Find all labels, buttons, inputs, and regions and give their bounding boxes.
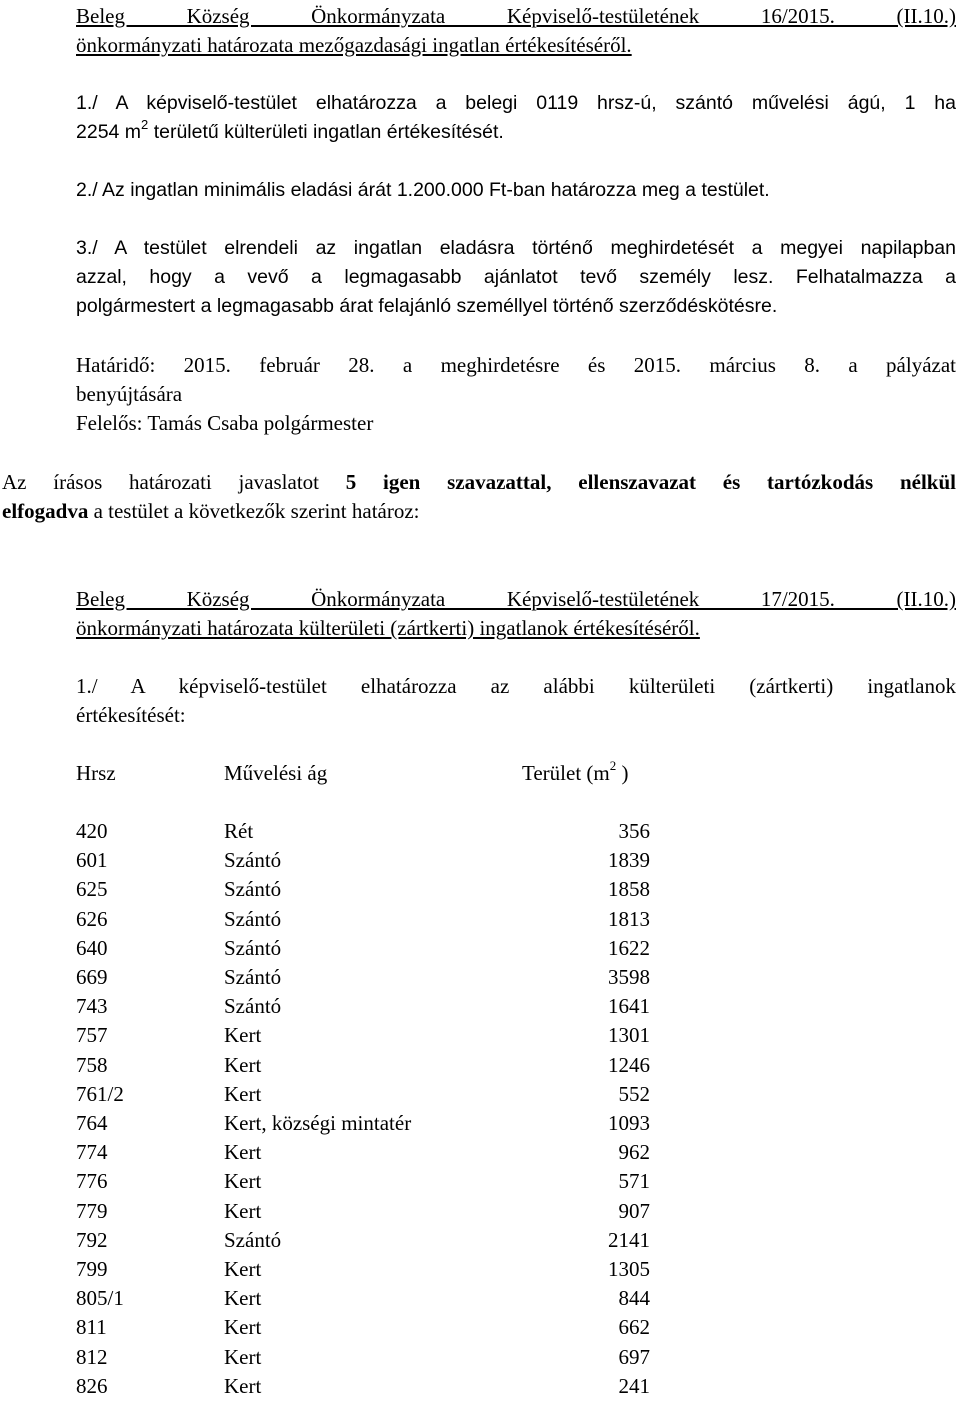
table-row (76, 1284, 676, 1313)
cell-branch: Kert (224, 1257, 262, 1281)
resolution-17-title (76, 585, 956, 643)
table-row (76, 934, 676, 963)
cell-area: 697 (618, 1344, 650, 1369)
header-area (522, 759, 722, 788)
cell-branch: Kert (224, 1373, 262, 1398)
point-1-line1: 1./ A képviselő-testület elhatározza a belegi 0119 hrsz-ú, szántó művelési ágú, 1 ha (76, 92, 956, 114)
table-row (76, 963, 676, 992)
cell-branch: Rét (224, 819, 254, 843)
resolution-16-point-2 (76, 176, 956, 205)
cell-hrsz: 420 (76, 819, 108, 843)
resolution-17-point-1 (76, 672, 956, 730)
header-area-superscript: 2 (609, 758, 617, 773)
vote-outro: a testület a következők szerint határoz: (88, 499, 420, 523)
cell-hrsz: 669 (76, 965, 108, 989)
cell-hrsz: 776 (76, 1169, 108, 1194)
cell-hrsz: 774 (76, 1140, 108, 1165)
cell-branch: Szántó (224, 965, 282, 989)
table-row (76, 817, 676, 846)
cell-area: 1622 (608, 935, 650, 960)
table-row (76, 1138, 676, 1167)
point-3-line3: polgármestert a legmagasabb árat felajánló személlyel történő szerződéskötésre. (76, 295, 778, 317)
cell-area: 1246 (608, 1052, 650, 1077)
cell-hrsz: 626 (76, 906, 108, 931)
cell-area: 1839 (608, 848, 650, 873)
area-unit-superscript: 2 (141, 116, 149, 132)
area-value: 2254 m (76, 121, 142, 143)
table-row (76, 1372, 676, 1401)
table-row (76, 1051, 676, 1080)
resolution-16-title (76, 2, 956, 60)
table-row (76, 1167, 676, 1196)
cell-area: 356 (618, 819, 650, 843)
header-area-text: Terület (m (522, 761, 610, 785)
table-row (76, 905, 676, 934)
table-row (76, 1021, 676, 1050)
vote-intro: Az írásos határozati javaslatot (2, 470, 346, 494)
cell-hrsz: 758 (76, 1052, 108, 1077)
cell-hrsz: 799 (76, 1257, 108, 1281)
vote-count: 5 igen szavazattal, ellenszavazat és tartózkodás nélkül (345, 470, 956, 494)
cell-area: 552 (618, 1081, 650, 1106)
area-description: területű külterületi ingatlan értékesítését. (148, 121, 504, 143)
cell-branch: Szántó (224, 994, 282, 1019)
cell-hrsz: 625 (76, 877, 108, 902)
table-row (76, 992, 676, 1021)
resolution-16-title-line2: önkormányzati határozata mezőgazdasági ingatlan értékesítéséről. (76, 33, 632, 57)
table-row (76, 1255, 676, 1284)
cell-area: 844 (618, 1286, 650, 1311)
cell-branch: Kert (224, 1052, 262, 1077)
table-header (76, 759, 676, 788)
deadline-line2: benyújtására (76, 382, 183, 406)
property-table (76, 759, 676, 1399)
responsible-person: Felelős: Tamás Csaba polgármester (76, 411, 374, 435)
cell-hrsz: 640 (76, 935, 108, 960)
r17-point-1-line2: értékesítését: (76, 703, 186, 727)
vote-accepted: elfogadva (2, 499, 89, 523)
cell-branch: Szántó (224, 906, 282, 931)
resolution-17-title-line2: önkormányzati határozata külterületi (zártkerti) ingatlanok értékesítéséről. (76, 616, 700, 640)
cell-area: 3598 (608, 965, 650, 989)
r17-point-1-line1: 1./ A képviselő-testület elhatározza az alábbi külterületi (zártkerti) ingatlanok (76, 674, 956, 698)
cell-area: 662 (618, 1315, 650, 1340)
header-branch: Művelési ág (224, 761, 328, 785)
table-row (76, 1343, 676, 1372)
table-row (76, 846, 676, 875)
point-3-line1: 3./ A testület elrendeli az ingatlan eladásra történő meghirdetését a megyei napilapban (76, 237, 956, 259)
cell-hrsz: 805/1 (76, 1286, 124, 1311)
cell-area: 1093 (608, 1111, 650, 1135)
cell-branch: Szántó (224, 1227, 282, 1252)
cell-branch: Kert (224, 1081, 262, 1106)
cell-hrsz: 757 (76, 1023, 108, 1048)
cell-branch: Kert (224, 1140, 262, 1165)
deadline-block (76, 351, 956, 438)
point-3-line2: azzal, hogy a vevő a legmagasabb ajánlatot tevő személy lesz. Felhatalmazza a (76, 266, 956, 288)
table-row (76, 1197, 676, 1226)
cell-branch: Kert (224, 1169, 262, 1194)
cell-branch: Kert (224, 1315, 262, 1340)
resolution-16-point-1 (76, 89, 956, 147)
vote-result (2, 468, 956, 526)
resolution-16-title-line1: Beleg Község Önkormányzata Képviselő-testületének 16/2015. (II.10.) (76, 4, 956, 28)
cell-branch: Kert (224, 1198, 262, 1223)
header-area-close: ) (616, 761, 629, 785)
resolution-17-title-line1: Beleg Község Önkormányzata Képviselő-testületének 17/2015. (II.10.) (76, 587, 956, 611)
cell-branch: Kert (224, 1023, 262, 1048)
cell-branch: Kert (224, 1344, 262, 1369)
cell-area: 1301 (608, 1023, 650, 1048)
resolution-16-point-3 (76, 234, 956, 321)
cell-hrsz: 811 (76, 1315, 107, 1340)
cell-hrsz: 743 (76, 994, 108, 1019)
cell-branch: Szántó (224, 848, 282, 873)
cell-hrsz: 812 (76, 1344, 108, 1369)
cell-area: 1305 (608, 1257, 650, 1281)
cell-branch: Szántó (224, 877, 282, 902)
table-row (76, 1313, 676, 1342)
cell-area: 1813 (608, 906, 650, 931)
cell-hrsz: 826 (76, 1373, 108, 1398)
cell-branch: Kert (224, 1286, 262, 1311)
deadline-line1: Határidő: 2015. február 28. a meghirdetésre és 2015. március 8. a pályázat (76, 353, 956, 377)
cell-branch: Kert, községi mintatér (224, 1111, 412, 1135)
cell-area: 962 (618, 1140, 650, 1165)
table-row (76, 1226, 676, 1255)
cell-area: 241 (618, 1373, 650, 1398)
table-row (76, 1109, 676, 1138)
table-row (76, 1080, 676, 1109)
vote-line1 (2, 468, 956, 497)
cell-hrsz: 764 (76, 1111, 108, 1135)
point-2-text: 2./ Az ingatlan minimális eladási árát 1.200.000 Ft-ban határozza meg a testület. (76, 179, 770, 201)
table-row (76, 875, 676, 904)
cell-hrsz: 779 (76, 1198, 108, 1223)
header-hrsz: Hrsz (76, 761, 116, 785)
cell-area: 2141 (608, 1227, 650, 1252)
cell-hrsz: 601 (76, 848, 108, 873)
cell-hrsz: 761/2 (76, 1081, 124, 1106)
cell-area: 1641 (608, 994, 650, 1019)
point-1-line2 (76, 118, 956, 147)
cell-area: 571 (618, 1169, 650, 1194)
cell-branch: Szántó (224, 935, 282, 960)
cell-hrsz: 792 (76, 1227, 108, 1252)
cell-area: 1858 (608, 877, 650, 902)
cell-area: 907 (618, 1198, 650, 1223)
vote-line2 (2, 497, 956, 526)
